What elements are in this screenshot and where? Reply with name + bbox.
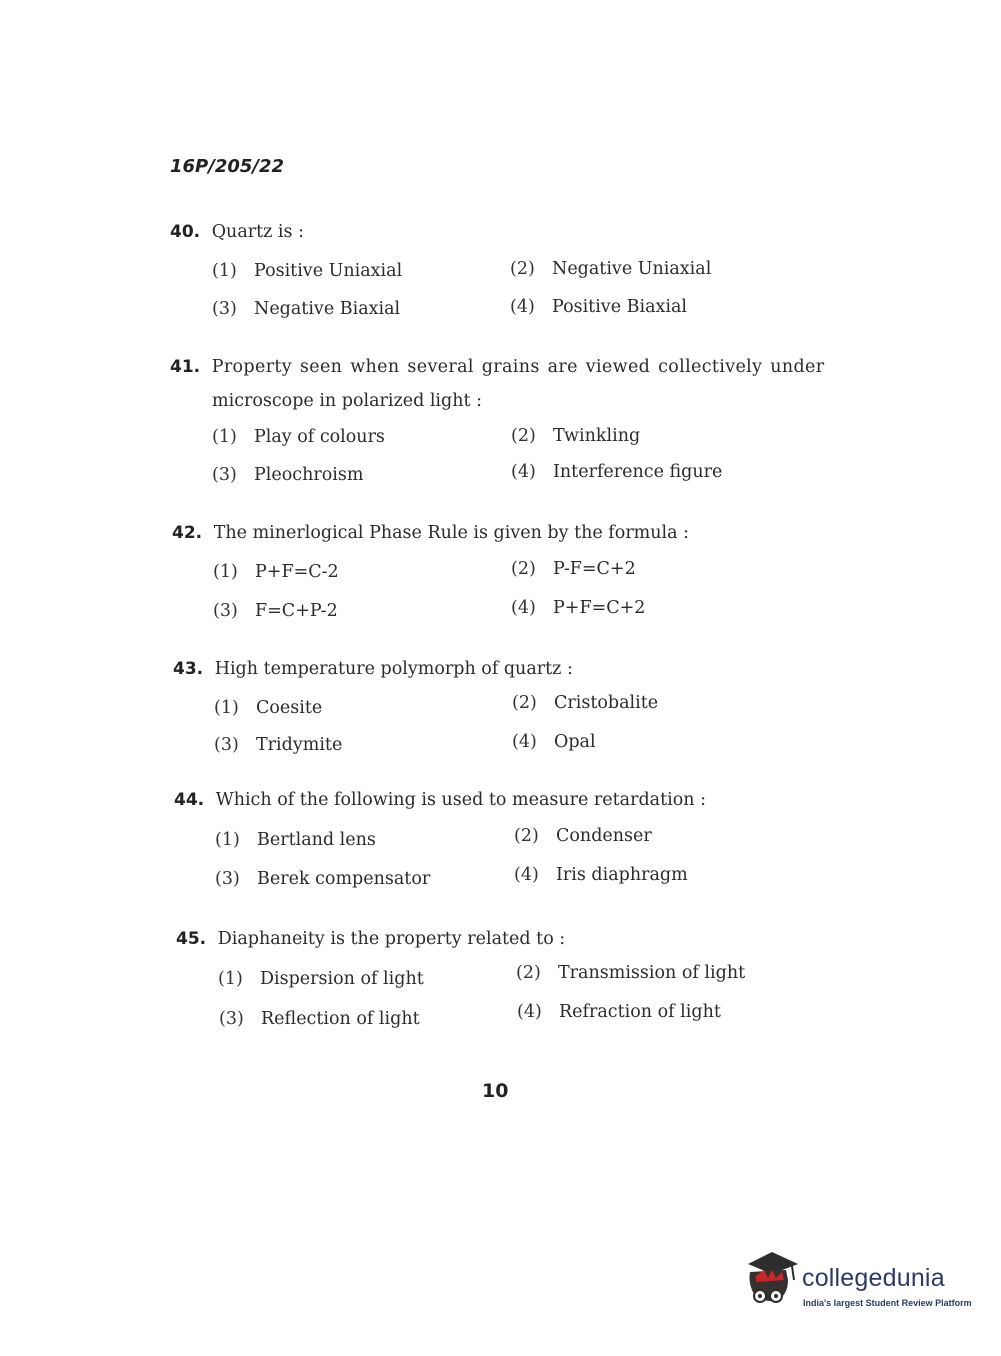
option-text: Positive Uniaxial xyxy=(254,261,403,281)
option-1 xyxy=(212,427,385,447)
option-4 xyxy=(514,865,688,885)
collegedunia-watermark xyxy=(742,1250,972,1320)
option-text: Dispersion of light xyxy=(260,969,424,989)
question-text: The minerlogical Phase Rule is given by the formula : xyxy=(213,523,690,543)
option-number: (1) xyxy=(212,261,237,281)
question-stem xyxy=(174,790,706,810)
question-text: Quartz is : xyxy=(211,222,304,242)
question-text: Which of the following is used to measure retardation : xyxy=(215,790,706,810)
option-number: (1) xyxy=(212,427,237,447)
paper-code: 16P/205/22 xyxy=(170,156,285,177)
option-text: Transmission of light xyxy=(558,963,746,983)
option-text: P+F=C-2 xyxy=(255,562,339,582)
option-text: Pleochroism xyxy=(254,465,364,485)
option-number: (3) xyxy=(212,465,237,485)
page-number: 10 xyxy=(482,1080,509,1102)
option-number: (4) xyxy=(517,1002,542,1022)
option-text: Tridymite xyxy=(256,735,343,755)
option-text: Positive Biaxial xyxy=(552,297,688,317)
question-text: Property seen when several grains are viewed collectively under xyxy=(211,357,825,377)
option-3 xyxy=(212,299,400,319)
option-text: P-F=C+2 xyxy=(553,559,636,579)
question-text-continued: microscope in polarized light : xyxy=(212,391,482,411)
option-number: (2) xyxy=(510,259,535,279)
option-text: Coesite xyxy=(256,698,323,718)
option-3 xyxy=(212,465,363,485)
option-4 xyxy=(517,1002,721,1022)
option-text: F=C+P-2 xyxy=(255,601,338,621)
option-text: Reflection of light xyxy=(261,1009,420,1029)
option-text: Condenser xyxy=(556,826,652,846)
option-text: Negative Biaxial xyxy=(254,299,401,319)
option-text: Bertland lens xyxy=(257,830,376,850)
option-text: Negative Uniaxial xyxy=(552,259,712,279)
option-2 xyxy=(511,426,640,446)
option-1 xyxy=(218,969,424,989)
option-1 xyxy=(214,698,322,718)
question-number: 41. xyxy=(170,357,201,377)
option-3 xyxy=(213,601,338,621)
option-number: (3) xyxy=(214,735,239,755)
option-3 xyxy=(219,1009,420,1029)
question-text: High temperature polymorph of quartz : xyxy=(214,659,573,679)
question-stem xyxy=(172,523,689,543)
option-text: Berek compensator xyxy=(257,869,431,889)
option-4 xyxy=(512,732,596,752)
option-2 xyxy=(512,693,658,713)
option-number: (3) xyxy=(219,1009,244,1029)
option-text: Play of colours xyxy=(254,427,385,447)
option-text: Opal xyxy=(554,732,596,752)
question-number: 43. xyxy=(173,659,204,679)
option-4 xyxy=(510,297,687,317)
option-number: (3) xyxy=(215,869,240,889)
option-4 xyxy=(511,462,722,482)
option-number: (4) xyxy=(511,598,536,618)
option-3 xyxy=(215,869,430,889)
option-number: (2) xyxy=(514,826,539,846)
option-number: (1) xyxy=(214,698,239,718)
option-number: (4) xyxy=(512,732,537,752)
brand-tagline: India's largest Student Review Platform xyxy=(803,1298,972,1308)
option-number: (3) xyxy=(213,601,238,621)
option-number: (3) xyxy=(212,299,237,319)
option-1 xyxy=(212,261,402,281)
option-1 xyxy=(215,830,376,850)
option-text: Cristobalite xyxy=(554,693,659,713)
option-text: Iris diaphragm xyxy=(556,865,688,885)
mascot-icon xyxy=(742,1250,802,1312)
option-3 xyxy=(214,735,342,755)
option-text: Twinkling xyxy=(553,426,641,446)
option-number: (1) xyxy=(213,562,238,582)
question-stem xyxy=(170,357,824,377)
question-stem xyxy=(170,222,304,242)
option-1 xyxy=(213,562,339,582)
option-2 xyxy=(510,259,711,279)
option-number: (2) xyxy=(511,426,536,446)
option-2 xyxy=(511,559,636,579)
question-stem xyxy=(173,659,573,679)
option-2 xyxy=(516,963,745,983)
option-number: (4) xyxy=(511,462,536,482)
option-number: (2) xyxy=(516,963,541,983)
question-stem xyxy=(176,929,565,949)
option-2 xyxy=(514,826,652,846)
brand-name: collegedunia xyxy=(802,1264,945,1292)
question-text: Diaphaneity is the property related to : xyxy=(217,929,566,949)
option-text: Refraction of light xyxy=(559,1002,721,1022)
option-number: (2) xyxy=(512,693,537,713)
question-number: 42. xyxy=(172,523,203,543)
question-number: 40. xyxy=(170,222,201,242)
option-text: P+F=C+2 xyxy=(553,598,646,618)
option-number: (1) xyxy=(218,969,243,989)
option-text: Interference figure xyxy=(553,462,723,482)
option-number: (2) xyxy=(511,559,536,579)
question-number: 45. xyxy=(176,929,207,949)
question-number: 44. xyxy=(174,790,205,810)
option-4 xyxy=(511,598,645,618)
option-number: (4) xyxy=(514,865,539,885)
option-number: (4) xyxy=(510,297,535,317)
option-number: (1) xyxy=(215,830,240,850)
